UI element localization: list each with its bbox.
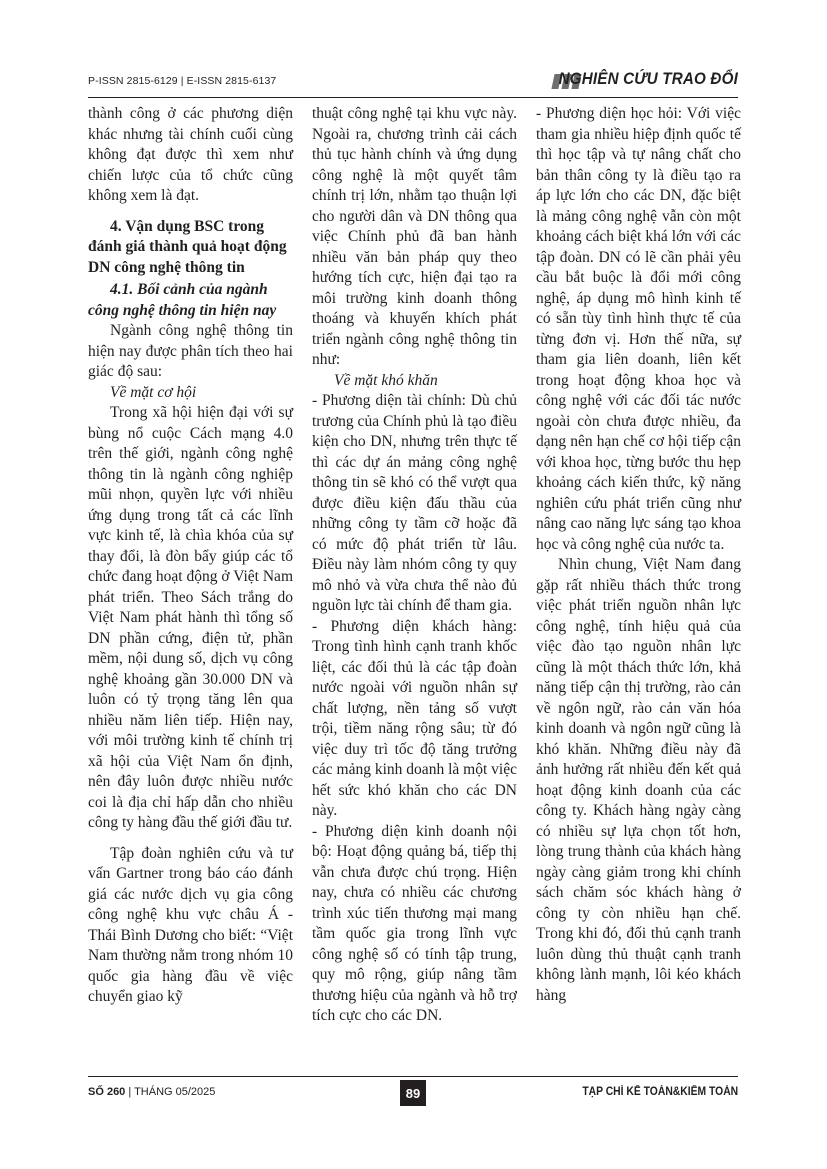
issue-info <box>88 1086 215 1098</box>
paragraph: - Phương diện kinh doanh nội bộ: Hoạt động quảng bá, tiếp thị vẫn chưa được chú trọng. Hiện nay, chưa có nhiều các chương trình xúc tiến thương mại mang tầm quốc gia trong lĩnh vực công nghệ số có tính tập trung, quy mô rộng, giúp nâng tầm thương hiệu của ngành và hỗ trợ tích cực cho các DN. <box>312 822 517 1024</box>
column-1 <box>88 104 293 1008</box>
issn-text: P-ISSN 2815-6129 | E-ISSN 2815-6137 <box>88 75 277 87</box>
paragraph: Ngành công nghệ thông tin hiện nay được phân tích theo hai giác độ sau: <box>88 322 293 380</box>
paragraph: Nhìn chung, Việt Nam đang gặp rất nhiều thách thức trong việc phát triển nguồn nhân lực công nghệ, tính hiệu quả của việc đào tạo nguồn nhân lực cũng là một thách thức lớn, khả năng tiếp cận thị trường, rào cản về ngôn ngữ, rào cản văn hóa kinh doanh và ngôn ngữ cũng là khó khăn. Những điều này đã ảnh hưởng rất nhiều đến kết quả hoạt động kinh doanh của các công ty. Khách hàng ngày càng có nhiều sự lựa chọn tốt hơn, lòng trung thành của khách hàng ngày càng giảm trong khi chính sách chăm sóc khách hàng ở công ty còn nhiều hạn chế. Trong khi đó, đối thủ cạnh tranh luôn dùng thủ thuật cạnh tranh không lành mạnh, lôi kéo khách hàng <box>536 556 741 1004</box>
page-header <box>88 70 738 94</box>
subsection-heading: 4.1. Bối cảnh của ngành công nghệ thông tin hiện nay <box>88 281 277 319</box>
section-heading: 4. Vận dụng BSC trong đánh giá thành quả hoạt động DN công nghệ thông tin <box>88 217 287 276</box>
column-3 <box>536 104 741 1006</box>
issue-number: SỐ 260 <box>88 1086 126 1098</box>
page-number: 89 <box>400 1080 426 1106</box>
header-rule <box>88 97 738 98</box>
issue-date: | THÁNG 05/2025 <box>125 1086 216 1098</box>
page-footer <box>88 1080 738 1108</box>
subheading-difficulty: Về mặt khó khăn <box>334 371 438 389</box>
journal-name: TẠP CHÍ KẾ TOÁN&KIỂM TOÁN <box>582 1086 738 1098</box>
paragraph: Trong xã hội hiện đại với sự bùng nổ cuộc Cách mạng 4.0 trên thế giới, ngành công nghệ thông tin là ngành công nghiệp mũi nhọn, quyền lực với nhiều ứng dụng trong tất cả các lĩnh vực kinh tế, là chìa khóa của sự thay đổi, là đòn bẩy giúp các tổ chức đang hoạt động ở Việt Nam phát triển. Theo Sách trắng do Việt Nam phát hành thì tổng số DN phần cứng, điện tử, phần mềm, nội dung số, dịch vụ công nghệ khoảng gần 30.000 DN và luôn có tỷ trọng tăng lên qua nhiều năm liên tiếp. Hiện nay, với môi trường kinh tế chính trị xã hội của Việt Nam ổn định, nên đây luôn được nhiều nước coi là địa chỉ hấp dẫn cho nhiều công ty hàng đầu thế giới đầu tư. <box>88 404 293 831</box>
section-title: NGHIÊN CỨU TRAO ĐỔI <box>558 70 738 88</box>
paragraph: - Phương diện tài chính: Dù chủ trương của Chính phủ là tạo điều kiện cho DN, nhưng trên thực tế thì các dự án mảng công nghệ thông tin sẽ khó có thể vượt qua được điều kiện đấu thầu của những công ty tầm cỡ hoặc đã có mức độ phát triển từ lâu. Điều này làm nhóm công ty quy mô nhỏ và vừa chưa thể nào đủ nguồn lực tài chính để tham gia. <box>312 392 517 614</box>
paragraph: - Phương diện học hỏi: Với việc tham gia nhiều hiệp định quốc tế thì học tập và tự nâng chất cho bản thân công ty là điều tạo ra áp lực lớn cho các DN, đặc biệt là mảng công nghệ vẫn còn một khoảng cách biệt khá lớn với các tập đoàn. DN có lẽ cần phải yêu cầu bắt buộc là đổi mới công nghệ, áp dụng mô hình kinh tế có sẵn tùy tình hình thực tế của từng đơn vị. Hơn thế nữa, sự tham gia liên doanh, liên kết trong hoạt động khoa học và công nghệ với các đối tác nước ngoài còn chưa được nhiều, đa dạng nên hạn chế cơ hội tiếp cận với khoa học, từng bước thu hẹp khoảng cách kiến thức, kỹ năng nghiên cứu phát triển cũng như nâng cao năng lực sáng tạo khoa học và công nghệ của nước ta. <box>536 105 741 553</box>
column-2 <box>312 104 517 1027</box>
paragraph: - Phương diện khách hàng: Trong tình hình cạnh tranh khốc liệt, các đối thủ là các tập đoàn nước ngoài với nguồn nhân sự chất lượng, nền tảng số vượt trội, tiềm năng rộng sâu; từ đó việc duy trì tốc độ tăng trưởng các mảng kinh doanh là một việc hết sức khó khăn cho các DN này. <box>312 617 517 819</box>
paragraph: thuật công nghệ tại khu vực này. Ngoài ra, chương trình cải cách thủ tục hành chính và ứng dụng công nghệ là một quyết tâm chính trị lớn, nhằm tạo thuận lợi cho người dân và DN thông qua việc Chính phủ đã ban hành nhiều văn bản pháp quy theo hướng tích cực, hiện đại tạo ra môi trường kinh doanh thông thoáng và khuyến khích phát triển ngành công nghệ thông tin như: <box>312 105 517 368</box>
paragraph: thành công ở các phương diện khác nhưng tài chính cuối cùng không đạt được thì xem như chiến lược của tổ chức cũng không xem là đạt. <box>88 105 293 204</box>
paragraph: Tập đoàn nghiên cứu và tư vấn Gartner trong báo cáo đánh giá các nước dịch vụ gia công công nghệ khu vực châu Á - Thái Bình Dương cho biết: “Việt Nam thường nằm trong nhóm 10 quốc gia hàng đầu về việc chuyển giao kỹ <box>88 844 293 1005</box>
footer-rule <box>88 1076 738 1077</box>
subheading-opportunity: Về mặt cơ hội <box>110 383 197 401</box>
